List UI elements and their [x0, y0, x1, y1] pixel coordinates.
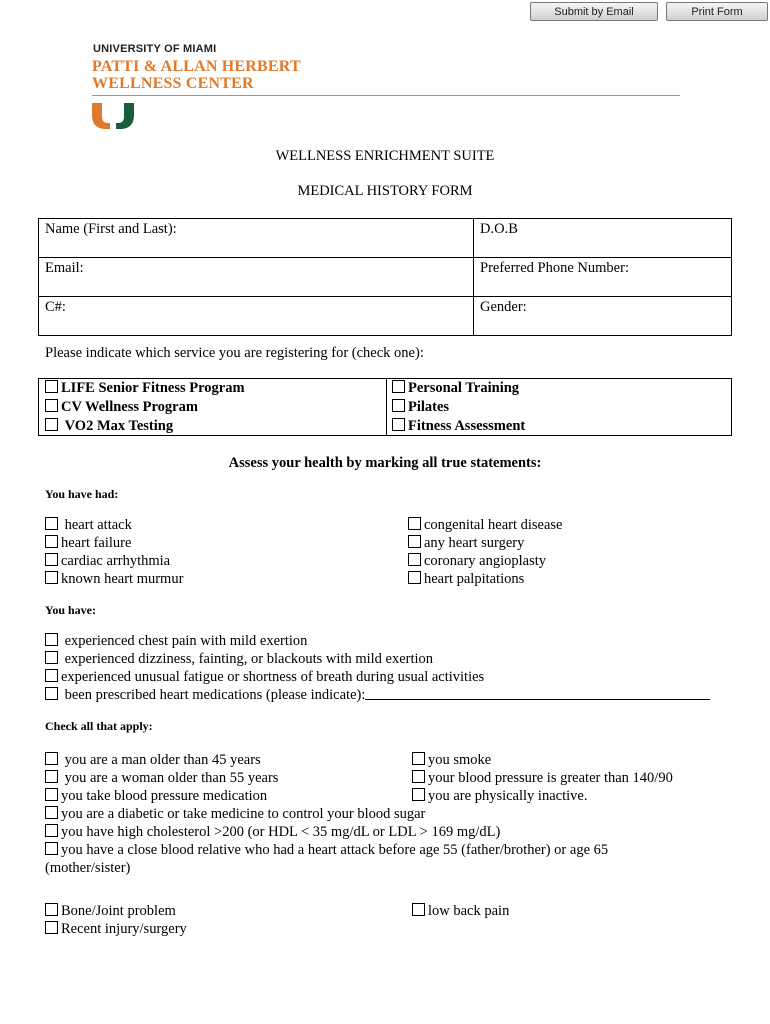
service-option-personal-training[interactable] [392, 379, 519, 398]
item-label: Recent injury/surgery [61, 921, 187, 937]
center-name [92, 58, 301, 92]
checkbox[interactable] [412, 788, 425, 801]
apply-item-bp-medication[interactable] [45, 787, 267, 805]
um-logo [92, 103, 134, 129]
item-label: you have high cholesterol >200 (or HDL < 35 mg/dL or LDL > 169 mg/dL) [61, 824, 501, 840]
service-option-vo2[interactable] [45, 417, 173, 436]
checkbox[interactable] [45, 399, 58, 412]
checkbox[interactable] [408, 517, 421, 530]
service-label: CV Wellness Program [61, 399, 198, 415]
checkbox[interactable] [45, 770, 58, 783]
other-item-recent-injury[interactable] [45, 920, 187, 938]
had-section-label: You have had: [45, 487, 119, 501]
have-item-medications[interactable] [45, 686, 710, 704]
form-title: MEDICAL HISTORY FORM [297, 183, 473, 199]
medications-input-line[interactable] [365, 686, 710, 700]
checkbox[interactable] [45, 553, 58, 566]
phone-label: Preferred Phone Number: [480, 260, 629, 276]
assess-title: Assess your health by marking all true statements: [228, 455, 542, 471]
item-label: your blood pressure is greater than 140/90 [428, 770, 673, 786]
had-item-heart-surgery[interactable] [408, 534, 524, 552]
suite-title: WELLNESS ENRICHMENT SUITE [275, 148, 495, 164]
name-label: Name (First and Last): [45, 221, 177, 237]
c-number-field[interactable] [39, 297, 474, 336]
had-item-palpitations[interactable] [408, 570, 524, 588]
dob-label: D.O.B [480, 221, 518, 237]
apply-item-family-history-continued: (mother/sister) [45, 860, 131, 876]
item-label: low back pain [428, 903, 510, 919]
services-divider [386, 379, 387, 435]
service-option-cv[interactable] [45, 398, 198, 417]
checkbox[interactable] [412, 903, 425, 916]
checkbox[interactable] [392, 380, 405, 393]
service-option-fitness-assessment[interactable] [392, 417, 525, 436]
service-label: Personal Training [408, 380, 520, 396]
personal-info-table [38, 218, 732, 336]
had-item-congenital[interactable] [408, 516, 563, 534]
email-field[interactable] [39, 258, 474, 297]
have-item-fatigue[interactable] [45, 668, 484, 686]
apply-item-cholesterol[interactable] [45, 823, 500, 841]
submit-by-email-button[interactable]: Submit by Email [530, 2, 658, 21]
item-label: you take blood pressure medication [61, 788, 268, 804]
apply-item-man-45[interactable] [45, 751, 261, 769]
checkbox[interactable] [45, 687, 58, 700]
service-option-life[interactable] [45, 379, 245, 398]
checkbox[interactable] [408, 571, 421, 584]
apply-item-inactive[interactable] [412, 787, 587, 805]
checkbox[interactable] [45, 921, 58, 934]
center-name-line1: PATTI & ALLAN HERBERT [92, 58, 301, 75]
item-label: you have a close blood relative who had a heart attack before age 55 (father/brother) or age 65 [61, 842, 609, 858]
checkbox[interactable] [45, 651, 58, 664]
had-item-murmur[interactable] [45, 570, 183, 588]
item-label: coronary angioplasty [424, 553, 547, 569]
email-label: Email: [45, 260, 84, 276]
apply-item-high-bp[interactable] [412, 769, 673, 787]
c-number-label: C#: [45, 299, 66, 315]
item-label: experienced dizziness, fainting, or blackouts with mild exertion [64, 651, 434, 667]
apply-item-family-history[interactable] [45, 841, 608, 859]
checkbox[interactable] [45, 903, 58, 916]
item-label: any heart surgery [424, 535, 525, 551]
checkbox[interactable] [45, 418, 58, 431]
checkbox[interactable] [392, 418, 405, 431]
had-item-heart-attack[interactable] [45, 516, 132, 534]
phone-field[interactable] [474, 258, 732, 297]
checkbox[interactable] [412, 752, 425, 765]
have-section-label: You have: [45, 603, 97, 617]
apply-section-label: Check all that apply: [45, 719, 153, 733]
had-item-arrhythmia[interactable] [45, 552, 170, 570]
checkbox[interactable] [45, 824, 58, 837]
had-item-heart-failure[interactable] [45, 534, 131, 552]
header-rule [92, 95, 680, 96]
had-item-angioplasty[interactable] [408, 552, 546, 570]
checkbox[interactable] [45, 535, 58, 548]
item-label: been prescribed heart medications (please indicate): [64, 687, 366, 703]
item-label: you are a diabetic or take medicine to control your blood sugar [61, 806, 426, 822]
other-item-low-back-pain[interactable] [412, 902, 509, 920]
dob-field[interactable] [474, 219, 732, 258]
item-label: Bone/Joint problem [61, 903, 176, 919]
service-label: Pilates [408, 399, 450, 415]
item-label: experienced chest pain with mild exertion [64, 633, 308, 649]
services-box [38, 378, 732, 436]
gender-field[interactable] [474, 297, 732, 336]
checkbox[interactable] [45, 669, 58, 682]
center-name-line2: WELLNESS CENTER [92, 75, 254, 92]
name-field[interactable] [39, 219, 474, 258]
apply-item-smoke[interactable] [412, 751, 491, 769]
apply-item-diabetic[interactable] [45, 805, 425, 823]
print-form-button[interactable]: Print Form [666, 2, 768, 21]
checkbox[interactable] [408, 535, 421, 548]
university-name: UNIVERSITY OF MIAMI [93, 43, 217, 55]
checkbox[interactable] [45, 633, 58, 646]
checkbox[interactable] [45, 806, 58, 819]
have-item-dizziness[interactable] [45, 650, 433, 668]
other-item-bone-joint[interactable] [45, 902, 176, 920]
service-label: Fitness Assessment [408, 418, 526, 434]
item-label: heart palpitations [424, 571, 525, 587]
checkbox[interactable] [45, 380, 58, 393]
checkbox[interactable] [45, 517, 58, 530]
service-label: LIFE Senior Fitness Program [61, 380, 245, 396]
checkbox[interactable] [412, 770, 425, 783]
apply-item-woman-55[interactable] [45, 769, 278, 787]
item-label: you are a woman older than 55 years [64, 770, 279, 786]
item-label: known heart murmur [61, 571, 184, 587]
item-label: you are physically inactive. [428, 788, 588, 804]
checkbox[interactable] [45, 788, 58, 801]
checkbox[interactable] [408, 553, 421, 566]
checkbox[interactable] [45, 842, 58, 855]
gender-label: Gender: [480, 299, 527, 315]
item-label: you smoke [428, 752, 492, 768]
have-item-chest-pain[interactable] [45, 632, 307, 650]
checkbox[interactable] [45, 752, 58, 765]
service-option-pilates[interactable] [392, 398, 449, 417]
service-label: VO2 Max Testing [64, 418, 174, 434]
item-label: congenital heart disease [424, 517, 563, 533]
checkbox[interactable] [45, 571, 58, 584]
checkbox[interactable] [392, 399, 405, 412]
service-prompt: Please indicate which service you are registering for (check one): [45, 345, 424, 361]
item-label: heart failure [61, 535, 132, 551]
item-label: experienced unusual fatigue or shortness of breath during usual activities [61, 669, 485, 685]
item-label: cardiac arrhythmia [61, 553, 171, 569]
item-label: heart attack [64, 517, 132, 533]
item-label: you are a man older than 45 years [64, 752, 261, 768]
